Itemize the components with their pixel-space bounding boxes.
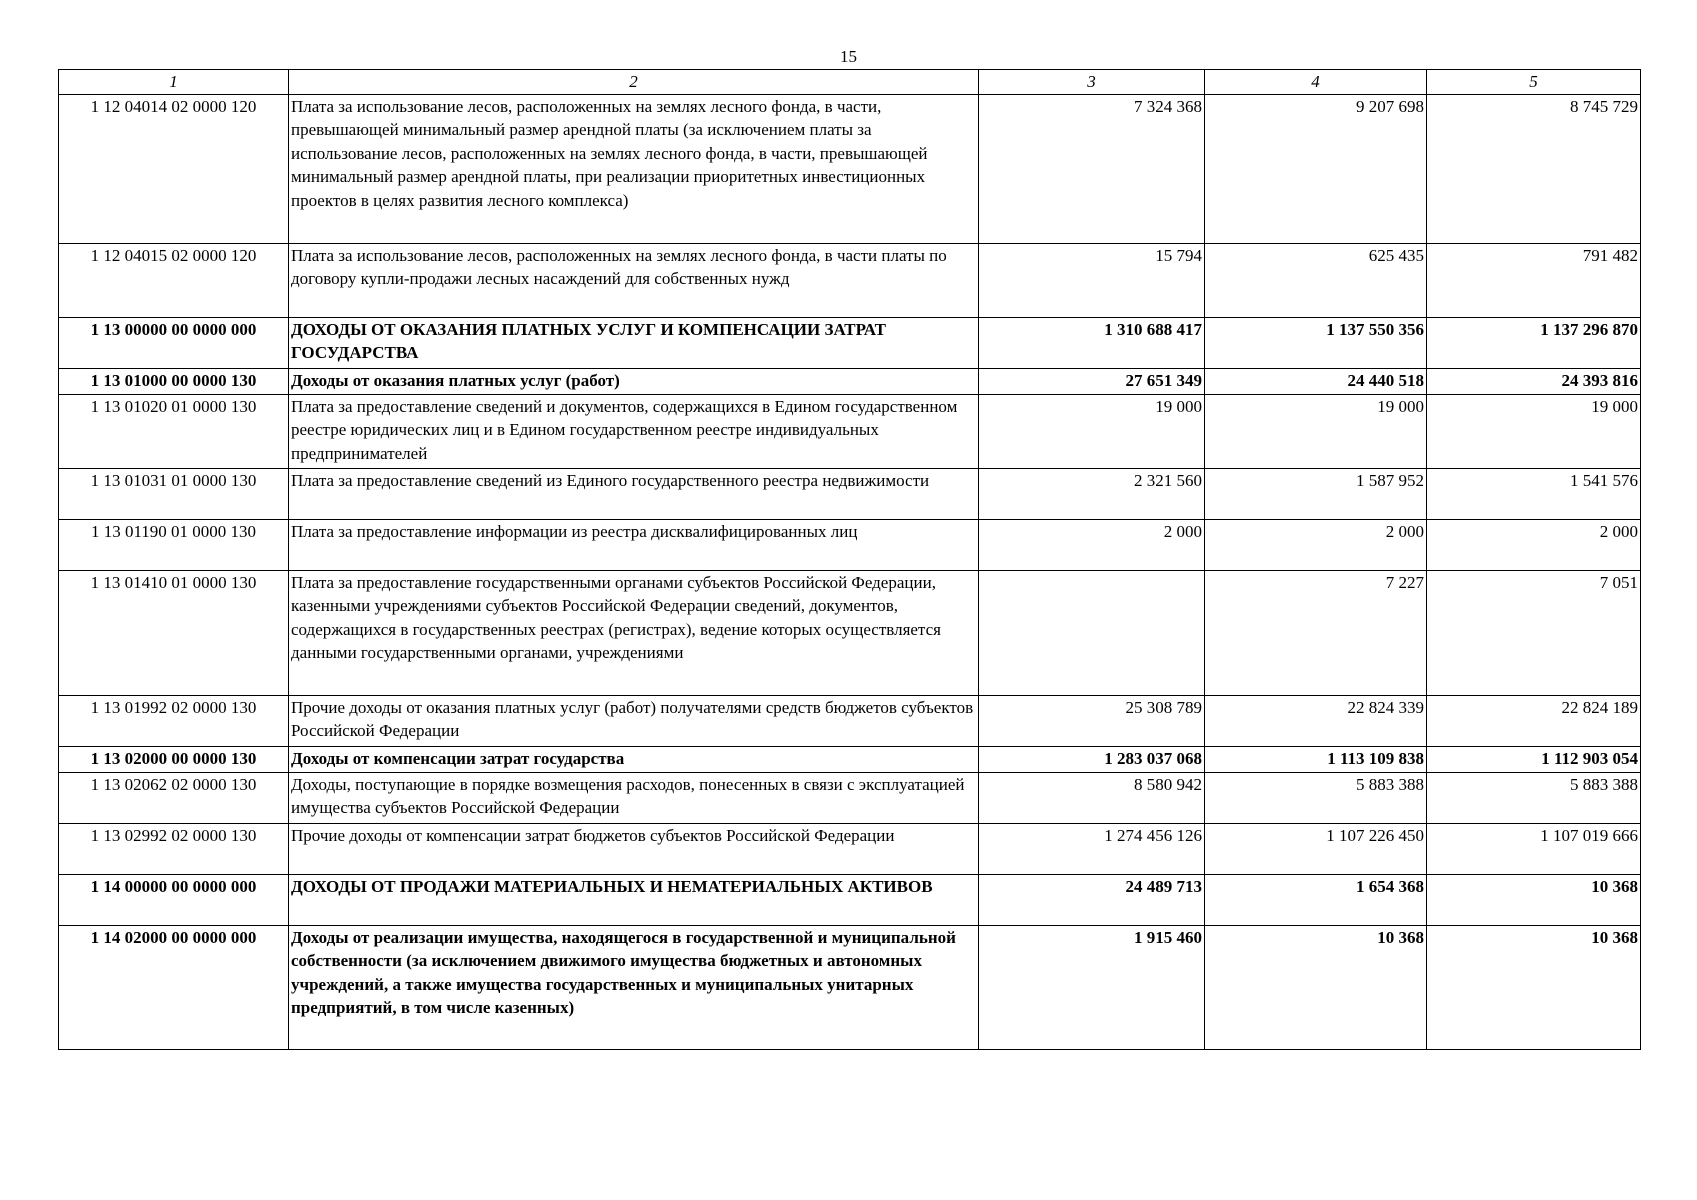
budget-code: 1 13 01020 01 0000 130 [59, 394, 289, 468]
table-row [59, 823, 1641, 874]
table-row [59, 695, 1641, 746]
revenue-description: Доходы от оказания платных услуг (работ) [289, 368, 979, 394]
revenue-table [58, 69, 1641, 1050]
table-row [59, 317, 1641, 368]
amount-col-3: 7 324 368 [979, 94, 1205, 243]
table-row [59, 519, 1641, 570]
amount-col-5: 1 137 296 870 [1427, 317, 1641, 368]
amount-col-5: 1 107 019 666 [1427, 823, 1641, 874]
amount-col-3: 2 321 560 [979, 468, 1205, 519]
amount-col-4: 1 587 952 [1205, 468, 1427, 519]
amount-col-3: 19 000 [979, 394, 1205, 468]
revenue-description: Плата за использование лесов, расположенных на землях лесного фонда, в части платы по договору купли-продажи лесных насаждений для собственных нужд [289, 243, 979, 317]
revenue-description: Плата за предоставление государственными органами субъектов Российской Федерации, казенными учреждениями субъектов Российской Федерации сведений, документов, содержащихся в государственных реестрах (регистрах), ведение которых осуществляется данными государственными органами, учреждениями [289, 570, 979, 695]
amount-col-4: 19 000 [1205, 394, 1427, 468]
revenue-description: Плата за использование лесов, расположенных на землях лесного фонда, в части, превышающей минимальный размер арендной платы (за исключением платы за использование лесов, расположенных на землях лесного фонда, в части, превышающей минимальный размер арендной платы, при реализации приоритетных инвестиционных проектов в целях развития лесного комплекса) [289, 94, 979, 243]
amount-col-3: 27 651 349 [979, 368, 1205, 394]
amount-col-5: 2 000 [1427, 519, 1641, 570]
amount-col-4: 1 107 226 450 [1205, 823, 1427, 874]
amount-col-5: 791 482 [1427, 243, 1641, 317]
revenue-description: Доходы от реализации имущества, находящегося в государственной и муниципальной собственности (за исключением движимого имущества бюджетных и автономных учреждений, а также имущества государственных и муниципальных унитарных предприятий, в том числе казенных) [289, 925, 979, 1049]
column-header-5: 5 [1427, 70, 1641, 95]
revenue-description: Прочие доходы от оказания платных услуг (работ) получателями средств бюджетов субъектов Российской Федерации [289, 695, 979, 746]
amount-col-4: 5 883 388 [1205, 772, 1427, 823]
table-row [59, 94, 1641, 243]
budget-code: 1 13 02992 02 0000 130 [59, 823, 289, 874]
budget-code: 1 13 01410 01 0000 130 [59, 570, 289, 695]
table-row [59, 925, 1641, 1049]
budget-code: 1 13 01992 02 0000 130 [59, 695, 289, 746]
amount-col-5: 10 368 [1427, 874, 1641, 925]
amount-col-5: 10 368 [1427, 925, 1641, 1049]
amount-col-5: 22 824 189 [1427, 695, 1641, 746]
amount-col-3: 1 274 456 126 [979, 823, 1205, 874]
budget-code: 1 12 04015 02 0000 120 [59, 243, 289, 317]
revenue-description: ДОХОДЫ ОТ ПРОДАЖИ МАТЕРИАЛЬНЫХ И НЕМАТЕРИАЛЬНЫХ АКТИВОВ [289, 874, 979, 925]
revenue-description: Плата за предоставление информации из реестра дисквалифицированных лиц [289, 519, 979, 570]
revenue-description: Плата за предоставление сведений и документов, содержащихся в Едином государственном реестре юридических лиц и в Едином государственном реестре индивидуальных предпринимателей [289, 394, 979, 468]
table-row [59, 368, 1641, 394]
amount-col-4: 2 000 [1205, 519, 1427, 570]
amount-col-3: 2 000 [979, 519, 1205, 570]
amount-col-3: 25 308 789 [979, 695, 1205, 746]
amount-col-4: 1 654 368 [1205, 874, 1427, 925]
amount-col-3: 8 580 942 [979, 772, 1205, 823]
budget-code: 1 13 01190 01 0000 130 [59, 519, 289, 570]
amount-col-5: 24 393 816 [1427, 368, 1641, 394]
table-row [59, 394, 1641, 468]
table-row [59, 746, 1641, 772]
amount-col-4: 7 227 [1205, 570, 1427, 695]
budget-code: 1 12 04014 02 0000 120 [59, 94, 289, 243]
table-row [59, 243, 1641, 317]
amount-col-3: 1 310 688 417 [979, 317, 1205, 368]
table-row [59, 468, 1641, 519]
amount-col-5: 1 112 903 054 [1427, 746, 1641, 772]
amount-col-4: 9 207 698 [1205, 94, 1427, 243]
column-header-1: 1 [59, 70, 289, 95]
budget-code: 1 13 00000 00 0000 000 [59, 317, 289, 368]
budget-code: 1 14 02000 00 0000 000 [59, 925, 289, 1049]
table-row [59, 772, 1641, 823]
column-header-2: 2 [289, 70, 979, 95]
revenue-description: Плата за предоставление сведений из Единого государственного реестра недвижимости [289, 468, 979, 519]
amount-col-5: 8 745 729 [1427, 94, 1641, 243]
amount-col-3: 15 794 [979, 243, 1205, 317]
table-row [59, 570, 1641, 695]
revenue-description: ДОХОДЫ ОТ ОКАЗАНИЯ ПЛАТНЫХ УСЛУГ И КОМПЕНСАЦИИ ЗАТРАТ ГОСУДАРСТВА [289, 317, 979, 368]
amount-col-5: 1 541 576 [1427, 468, 1641, 519]
amount-col-4: 625 435 [1205, 243, 1427, 317]
amount-col-4: 1 113 109 838 [1205, 746, 1427, 772]
revenue-description: Доходы, поступающие в порядке возмещения расходов, понесенных в связи с эксплуатацией имущества субъектов Российской Федерации [289, 772, 979, 823]
amount-col-4: 24 440 518 [1205, 368, 1427, 394]
amount-col-5: 5 883 388 [1427, 772, 1641, 823]
table-row [59, 874, 1641, 925]
amount-col-4: 1 137 550 356 [1205, 317, 1427, 368]
revenue-description: Прочие доходы от компенсации затрат бюджетов субъектов Российской Федерации [289, 823, 979, 874]
amount-col-4: 10 368 [1205, 925, 1427, 1049]
amount-col-5: 19 000 [1427, 394, 1641, 468]
amount-col-3: 1 283 037 068 [979, 746, 1205, 772]
column-number-row [59, 70, 1641, 95]
budget-code: 1 14 00000 00 0000 000 [59, 874, 289, 925]
amount-col-5: 7 051 [1427, 570, 1641, 695]
revenue-description: Доходы от компенсации затрат государства [289, 746, 979, 772]
page-number: 15 [840, 47, 857, 66]
amount-col-3: 1 915 460 [979, 925, 1205, 1049]
budget-code: 1 13 02000 00 0000 130 [59, 746, 289, 772]
budget-code: 1 13 01000 00 0000 130 [59, 368, 289, 394]
amount-col-4: 22 824 339 [1205, 695, 1427, 746]
amount-col-3: 24 489 713 [979, 874, 1205, 925]
column-header-3: 3 [979, 70, 1205, 95]
budget-code: 1 13 01031 01 0000 130 [59, 468, 289, 519]
budget-code: 1 13 02062 02 0000 130 [59, 772, 289, 823]
column-header-4: 4 [1205, 70, 1427, 95]
amount-col-3 [979, 570, 1205, 695]
